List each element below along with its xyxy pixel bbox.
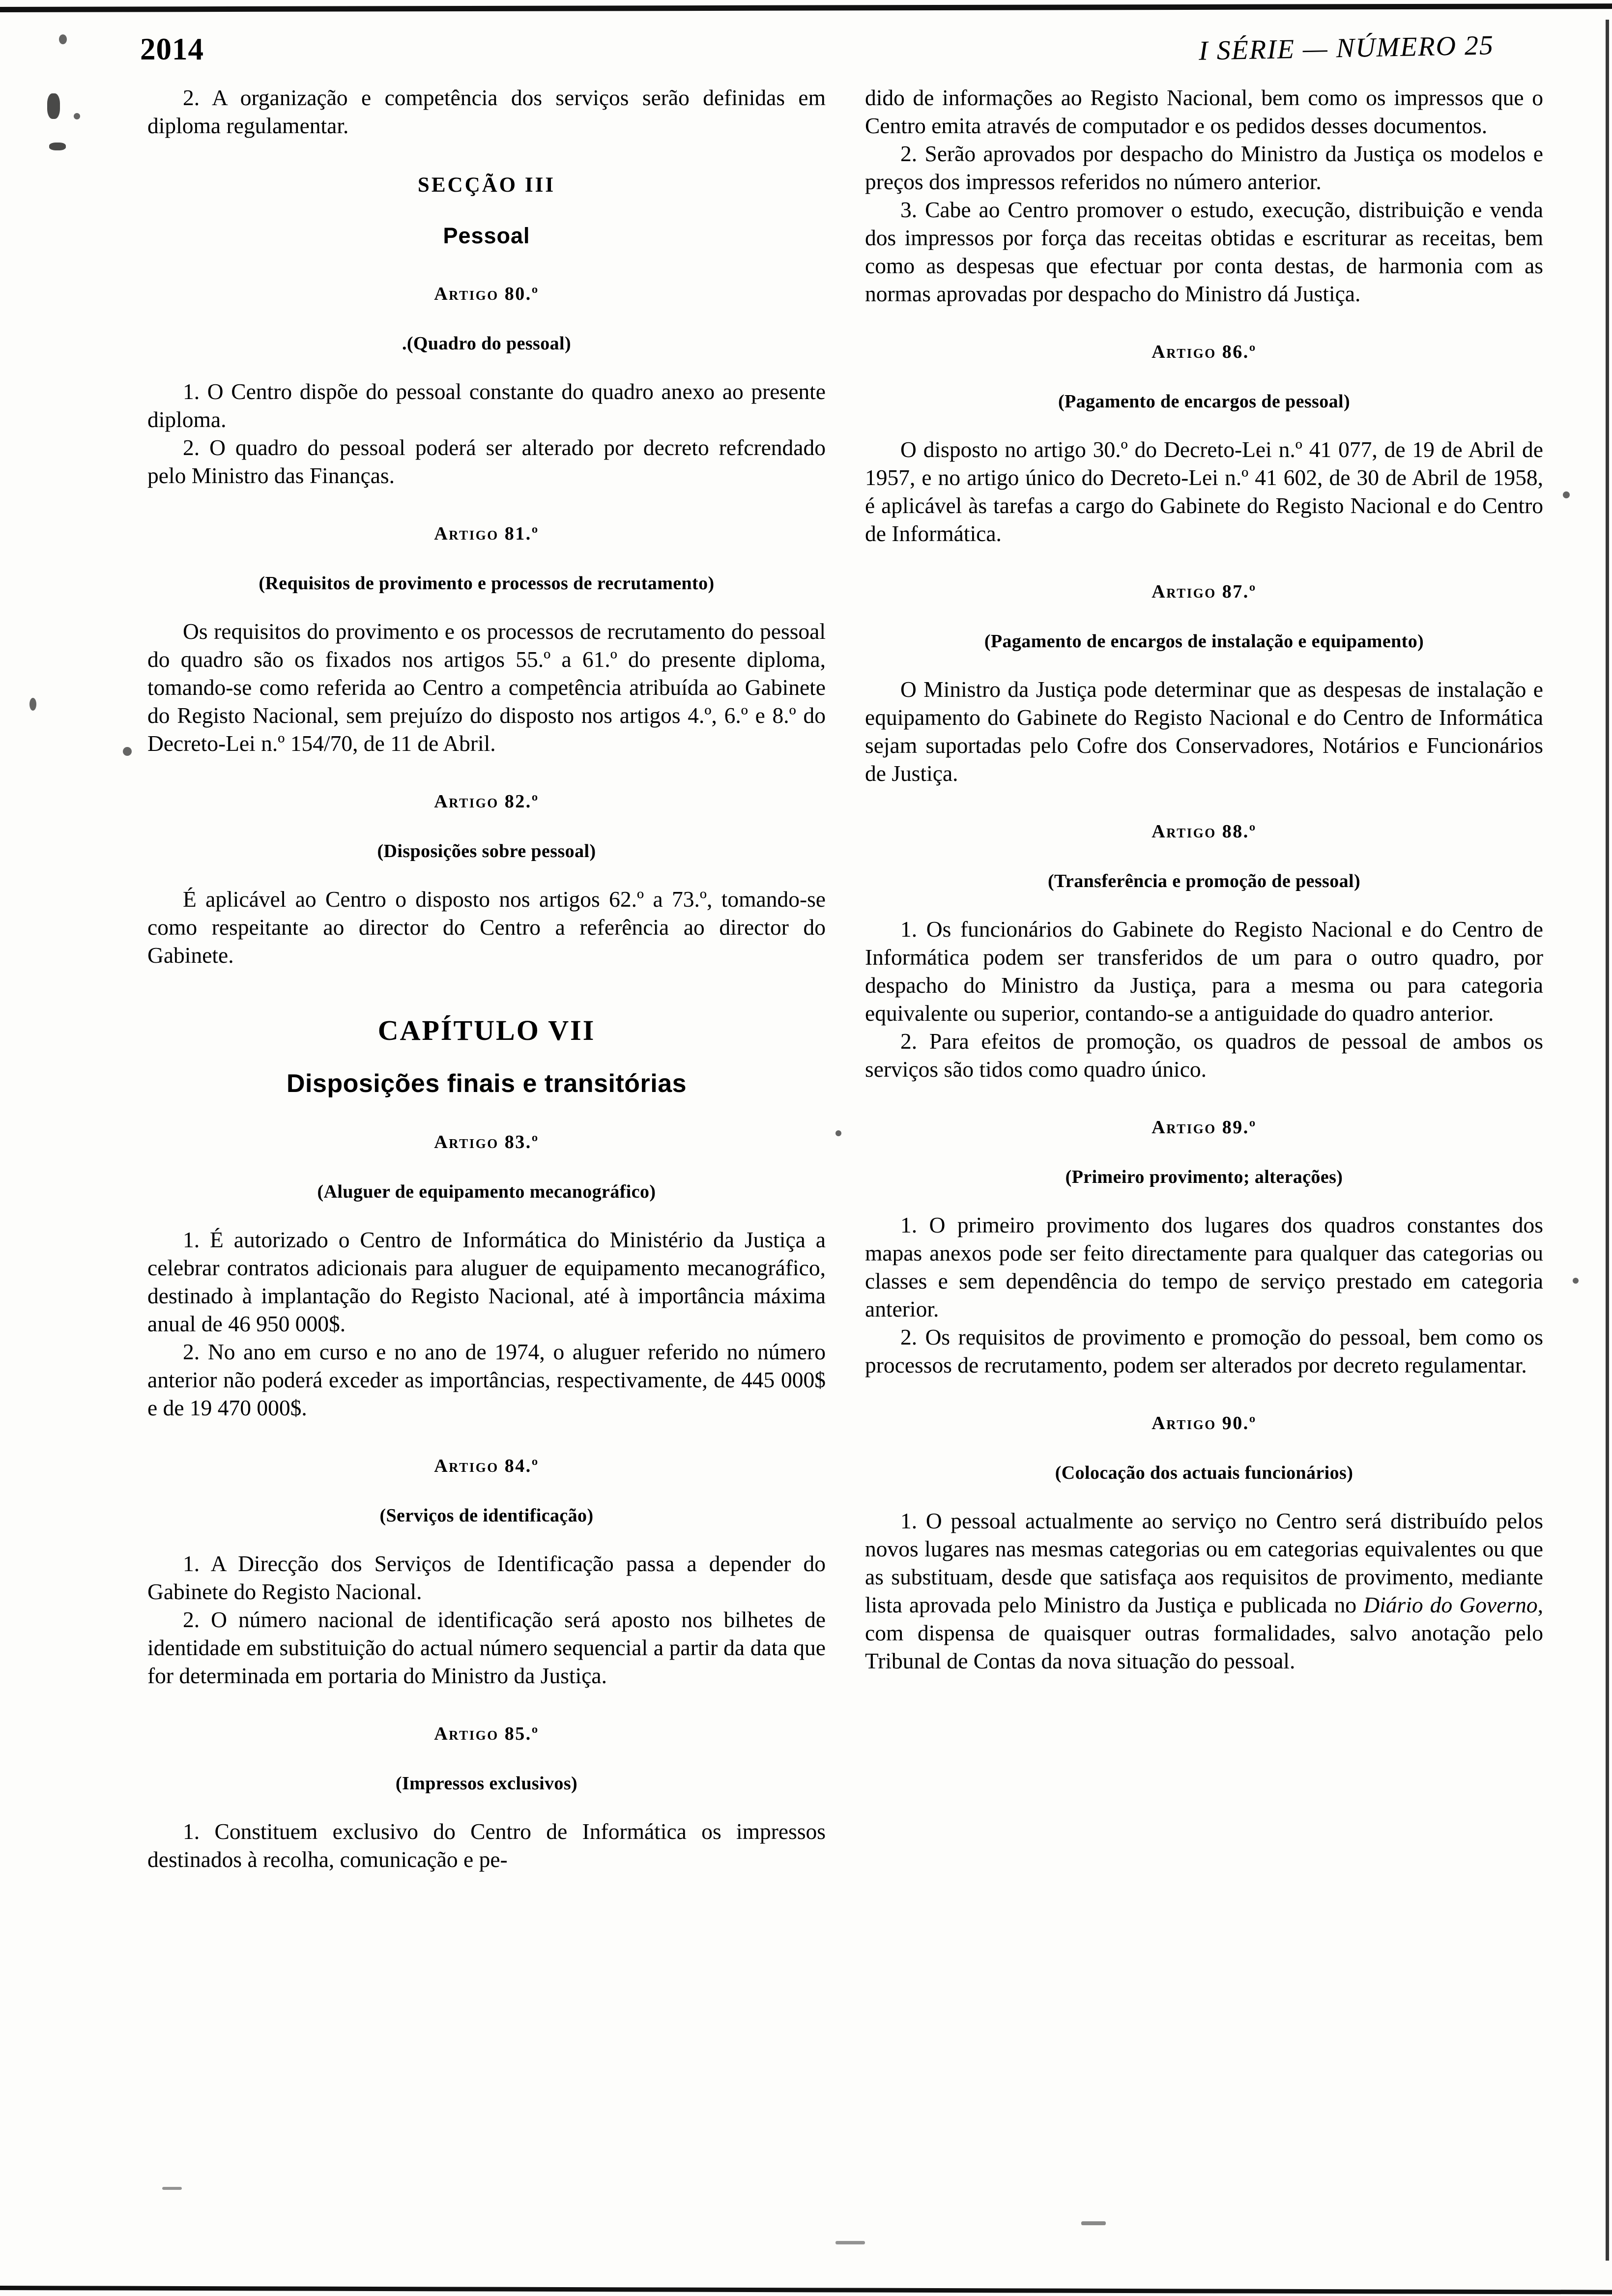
scan-speck [29, 698, 36, 711]
article-90-text-after: , com dispensa de quaisquer outras formalidades, salvo anotação pelo Tribunal de Contas da nova situação do pessoal. [865, 1592, 1543, 1673]
article-89-item-2: 2. Os requisitos de provimento e promoção do pessoal, bem como os processos de recrutamento, podem ser alterados por decreto regulamentar. [865, 1324, 1543, 1378]
article-heading-89: Artigo 89.º [1151, 1117, 1257, 1138]
chapter-subheading: Disposições finais e transitórias [286, 1069, 687, 1098]
article-heading-81: Artigo 81.º [434, 523, 539, 544]
scan-speck [835, 2241, 865, 2244]
article-81-body: Os requisitos do provimento e os processos de recrutamento do pessoal do quadro são os fixados nos artigos 55.º a 61.º do presente diploma, tomando-se como referida ao Centro a competência atribuída ao Gabinete do Registo Nacional, sem prejuízo do disposto nos artigos 4.º, 6.º e 8.º do Decreto-Lei n.º 154/70, de 11 de Abril. [147, 619, 826, 756]
scan-speck [1573, 1278, 1579, 1284]
page-top-rule [0, 3, 1612, 12]
article-epigraph-84: (Serviços de identificação) [379, 1505, 594, 1526]
article-epigraph-85: (Impressos exclusivos) [395, 1773, 578, 1794]
article-epigraph-87: (Pagamento de encargos de instalação e equipamento) [984, 631, 1424, 652]
scan-speck [1081, 2221, 1106, 2225]
article-89-item-1: 1. O primeiro provimento dos lugares dos quadros constantes dos mapas anexos pode ser feito directamente para qualquer das categorias ou classes e sem dependência do tempo de serviço prestado em categoria anterior. [865, 1212, 1543, 1321]
scan-speck [162, 2187, 182, 2190]
page-right-edge-shadow [1606, 20, 1609, 2261]
article-epigraph-81: (Requisitos de provimento e processos de recrutamento) [259, 573, 715, 594]
section-subheading-pessoal: Pessoal [443, 223, 530, 248]
article-epigraph-89: (Primeiro provimento; alterações) [1065, 1167, 1343, 1187]
publication-series-label: I SÉRIE — NÚMERO 25 [1198, 30, 1495, 66]
article-85-item-1: 1. Constituem exclusivo do Centro de Informática os impressos destinados à recolha, comunicação e pe- [147, 1819, 826, 1872]
article-heading-82: Artigo 82.º [434, 791, 539, 812]
article-heading-87: Artigo 87.º [1151, 581, 1257, 602]
article-88-item-1: 1. Os funcionários do Gabinete do Registo Nacional e do Centro de Informática podem ser transferidos de um para o outro quadro, por despacho do Ministro da Justiça, para a mesma ou para categoria equivalente ou superior, contando-se a antiguidade do quadro anterior. [865, 917, 1543, 1026]
article-85-item-2: 2. Serão aprovados por despacho do Ministro da Justiça os modelos e preços dos impressos referidos no número anterior. [865, 141, 1543, 194]
scan-speck [74, 113, 80, 119]
article-heading-88: Artigo 88.º [1151, 821, 1257, 842]
scan-blob [47, 93, 60, 119]
article-87-body: O Ministro da Justiça pode determinar que as despesas de instalação e equipamento do Gabinete do Registo Nacional e do Centro de Informática sejam suportadas pelo Cofre dos Conservadores, Notários e Funcionários de Justiça. [865, 677, 1543, 786]
scan-speck [835, 1130, 841, 1136]
article-85-item-3: 3. Cabe ao Centro promover o estudo, execução, distribuição e venda dos impressos por força das receitas obtidas e escriturar as receitas, bem como as despesas que efectuar por conta destas, de harmonia com as normas aprovadas por despacho do Ministro dá Justiça. [865, 197, 1543, 306]
article-85-item-1-continued: dido de informações ao Registo Nacional, bem como os impressos que o Centro emita através de computador e os pedidos desses documentos. [865, 85, 1543, 138]
article-heading-80: Artigo 80.º [434, 284, 539, 304]
article-epigraph-88: (Transferência e promoção de pessoal) [1047, 871, 1361, 891]
page-bottom-rule [0, 2286, 1612, 2295]
publication-name-italic: Diário do Governo [1363, 1592, 1538, 1617]
article-heading-84: Artigo 84.º [434, 1456, 539, 1476]
article-epigraph-86: (Pagamento de encargos de pessoal) [1058, 391, 1351, 412]
article-epigraph-83: (Aluguer de equipamento mecanográfico) [317, 1181, 656, 1202]
page-number: 2014 [140, 32, 204, 66]
section-heading-iii: SECÇÃO III [417, 173, 556, 197]
article-epigraph-82: (Disposições sobre pessoal) [377, 841, 596, 861]
article-epigraph-90: (Colocação dos actuais funcionários) [1055, 1463, 1353, 1483]
paragraph-organizacao: 2. A organização e competência dos serviços serão definidas em diploma regulamentar. [147, 85, 826, 138]
article-82-body: É aplicável ao Centro o disposto nos artigos 62.º a 73.º, tomando-se como respeitante ao director do Centro a referência ao director do Gabinete. [147, 887, 826, 968]
article-84-item-1: 1. A Direcção dos Serviços de Identificação passa a depender do Gabinete do Registo Nacional. [147, 1551, 826, 1604]
article-86-body: O disposto no artigo 30.º do Decreto-Lei n.º 41 077, de 19 de Abril de 1957, e no artigo único do Decreto-Lei n.º 41 602, de 30 de Abril de 1958, é aplicável às tarefas a cargo do Gabinete do Registo Nacional e do Centro de Informática. [865, 437, 1543, 546]
article-heading-86: Artigo 86.º [1151, 342, 1257, 362]
page-header [0, 19, 1612, 73]
article-83-item-1: 1. É autorizado o Centro de Informática do Ministério da Justiça a celebrar contratos adicionais para aluguer de equipamento mecanográfico, destinado à implantação do Registo Nacional, até à importância máxima anual de 46 950 000$. [147, 1227, 826, 1336]
scan-blob [49, 143, 66, 150]
article-90-text-before: 1. O pessoal actualmente ao serviço no Centro será distribuído pelos novos lugares nas mesmas categorias ou em categorias equivalentes ou que as substituam, desde que satisfaça aos requisitos de provimento, mediante lista aprovada pelo Ministro da Justiça e publicada no [865, 1508, 1543, 1617]
article-84-item-2: 2. O número nacional de identificação será aposto nos bilhetes de identidade em substituição do actual número sequencial a partir da data que for determinada em portaria do Ministro da Justiça. [147, 1607, 826, 1688]
scan-speck [123, 747, 132, 756]
right-text-column [865, 84, 1543, 1675]
article-80-item-2: 2. O quadro do pessoal poderá ser alterado por decreto refcrendado pelo Ministro das Finanças. [147, 435, 826, 488]
article-heading-85: Artigo 85.º [434, 1723, 539, 1744]
article-epigraph-80: .(Quadro do pessoal) [402, 333, 572, 354]
scan-speck [1563, 491, 1570, 498]
article-80-item-1: 1. O Centro dispõe do pessoal constante do quadro anexo ao presente diploma. [147, 379, 826, 432]
article-90-item-1 [865, 1507, 1543, 1675]
chapter-heading-vii: CAPÍTULO VII [377, 1014, 596, 1046]
left-text-column [147, 84, 826, 1873]
article-88-item-2: 2. Para efeitos de promoção, os quadros de pessoal de ambos os serviços são tidos como quadro único. [865, 1029, 1543, 1082]
article-heading-83: Artigo 83.º [434, 1132, 539, 1152]
article-heading-90: Artigo 90.º [1151, 1413, 1257, 1434]
article-83-item-2: 2. No ano em curso e no ano de 1974, o aluguer referido no número anterior não poderá exceder as importâncias, respectivamente, de 445 000$ e de 19 470 000$. [147, 1339, 826, 1420]
